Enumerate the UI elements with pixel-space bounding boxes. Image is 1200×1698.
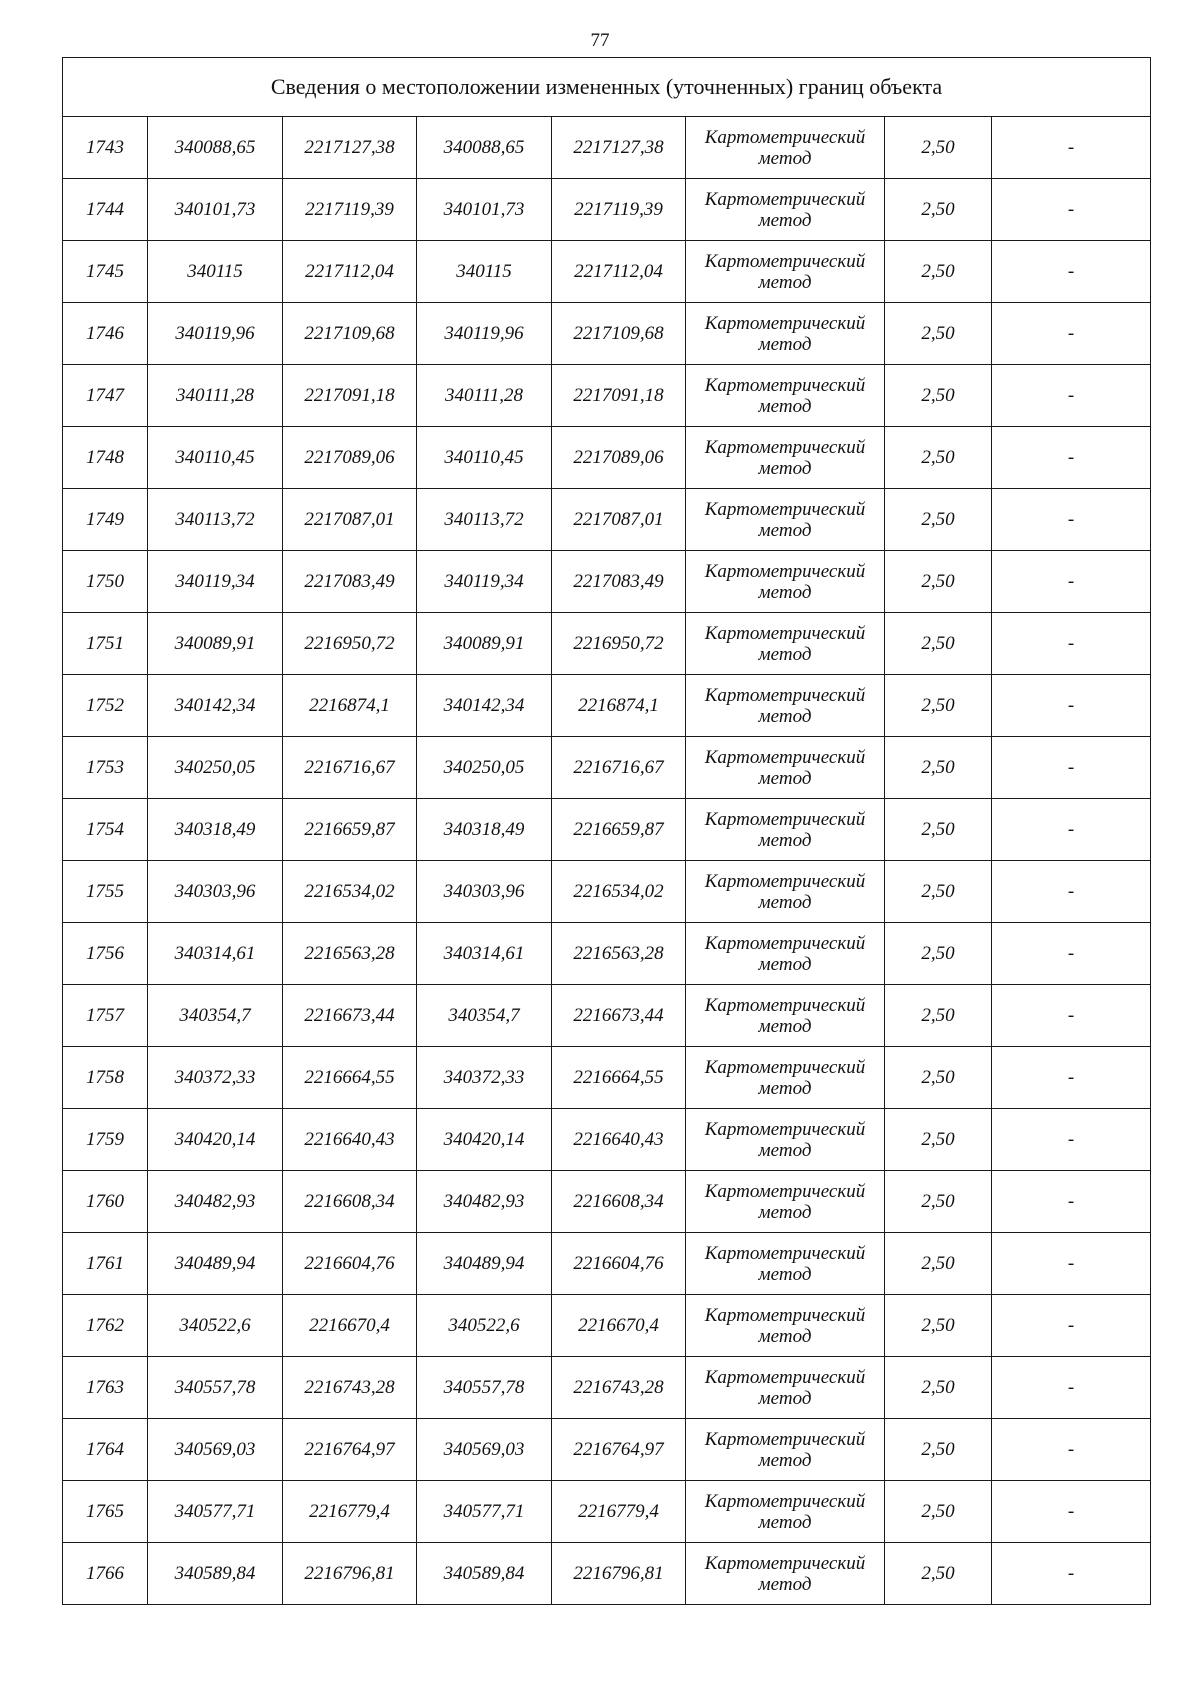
accuracy-cell: 2,50 [885, 1109, 992, 1171]
refined-y-cell: 2216743,28 [552, 1357, 686, 1419]
refined-x-cell: 340115 [417, 241, 552, 303]
accuracy-cell: 2,50 [885, 923, 992, 985]
method-line-1: Картометрический [704, 560, 866, 582]
refined-y-cell: 2216764,97 [552, 1419, 686, 1481]
existing-y-cell: 2217127,38 [283, 117, 417, 179]
method-cell [686, 489, 885, 551]
accuracy-cell: 2,50 [885, 1295, 992, 1357]
method-line-1: Картометрический [704, 498, 866, 520]
table-row [63, 489, 1151, 551]
method-cell [686, 1295, 885, 1357]
method-line-2: метод [758, 209, 812, 231]
method-line-2: метод [758, 643, 812, 665]
point-number-cell: 1747 [63, 365, 148, 427]
method-line-1: Картометрический [704, 436, 866, 458]
method-cell [686, 675, 885, 737]
table-row [63, 1419, 1151, 1481]
description-cell: - [992, 1233, 1151, 1295]
method-line-2: метод [758, 1511, 812, 1533]
accuracy-cell: 2,50 [885, 489, 992, 551]
table-row [63, 861, 1151, 923]
method-line-2: метод [758, 271, 812, 293]
method-line-1: Картометрический [704, 1242, 866, 1264]
refined-x-cell: 340589,84 [417, 1543, 552, 1605]
refined-y-cell: 2216604,76 [552, 1233, 686, 1295]
table-row [63, 1047, 1151, 1109]
description-cell: - [992, 1543, 1151, 1605]
refined-y-cell: 2216670,4 [552, 1295, 686, 1357]
description-cell: - [992, 1295, 1151, 1357]
method-cell [686, 1419, 885, 1481]
method-line-1: Картометрический [704, 1118, 866, 1140]
table-title: Сведения о местоположении измененных (уточненных) границ объекта [63, 58, 1151, 117]
point-number-cell: 1763 [63, 1357, 148, 1419]
method-line-1: Картометрический [704, 1490, 866, 1512]
refined-x-cell: 340303,96 [417, 861, 552, 923]
method-line-2: метод [758, 705, 812, 727]
method-cell [686, 799, 885, 861]
method-line-1: Картометрический [704, 994, 866, 1016]
method-line-2: метод [758, 1325, 812, 1347]
existing-y-cell: 2216664,55 [283, 1047, 417, 1109]
existing-x-cell: 340372,33 [148, 1047, 283, 1109]
description-cell: - [992, 1357, 1151, 1419]
refined-y-cell: 2216673,44 [552, 985, 686, 1047]
method-line-1: Картометрический [704, 746, 866, 768]
table-row [63, 737, 1151, 799]
table-row [63, 303, 1151, 365]
existing-y-cell: 2216779,4 [283, 1481, 417, 1543]
refined-x-cell: 340101,73 [417, 179, 552, 241]
point-number-cell: 1745 [63, 241, 148, 303]
method-cell [686, 613, 885, 675]
point-number-cell: 1754 [63, 799, 148, 861]
method-cell [686, 427, 885, 489]
method-line-1: Картометрический [704, 1428, 866, 1450]
accuracy-cell: 2,50 [885, 1047, 992, 1109]
method-cell [686, 985, 885, 1047]
existing-x-cell: 340115 [148, 241, 283, 303]
table-row [63, 1543, 1151, 1605]
point-number-cell: 1746 [63, 303, 148, 365]
existing-y-cell: 2217089,06 [283, 427, 417, 489]
table-row [63, 923, 1151, 985]
description-cell: - [992, 365, 1151, 427]
method-cell [686, 1481, 885, 1543]
refined-x-cell: 340577,71 [417, 1481, 552, 1543]
description-cell: - [992, 799, 1151, 861]
method-line-2: метод [758, 1449, 812, 1471]
description-cell: - [992, 179, 1151, 241]
method-line-1: Картометрический [704, 870, 866, 892]
existing-x-cell: 340089,91 [148, 613, 283, 675]
method-cell [686, 1357, 885, 1419]
table-row [63, 1233, 1151, 1295]
method-cell [686, 1233, 885, 1295]
method-line-2: метод [758, 1573, 812, 1595]
method-line-2: метод [758, 147, 812, 169]
refined-y-cell: 2217083,49 [552, 551, 686, 613]
description-cell: - [992, 117, 1151, 179]
refined-x-cell: 340113,72 [417, 489, 552, 551]
method-line-2: метод [758, 767, 812, 789]
existing-y-cell: 2217109,68 [283, 303, 417, 365]
accuracy-cell: 2,50 [885, 985, 992, 1047]
method-line-2: метод [758, 1139, 812, 1161]
point-number-cell: 1749 [63, 489, 148, 551]
refined-y-cell: 2216664,55 [552, 1047, 686, 1109]
method-cell [686, 551, 885, 613]
refined-y-cell: 2216640,43 [552, 1109, 686, 1171]
refined-x-cell: 340557,78 [417, 1357, 552, 1419]
existing-x-cell: 340113,72 [148, 489, 283, 551]
existing-y-cell: 2216604,76 [283, 1233, 417, 1295]
existing-x-cell: 340314,61 [148, 923, 283, 985]
method-line-1: Картометрический [704, 1552, 866, 1574]
table-row [63, 117, 1151, 179]
refined-y-cell: 2216796,81 [552, 1543, 686, 1605]
existing-x-cell: 340110,45 [148, 427, 283, 489]
method-line-1: Картометрический [704, 1056, 866, 1078]
method-cell [686, 303, 885, 365]
accuracy-cell: 2,50 [885, 1481, 992, 1543]
refined-x-cell: 340119,96 [417, 303, 552, 365]
existing-x-cell: 340420,14 [148, 1109, 283, 1171]
table-row [63, 613, 1151, 675]
existing-y-cell: 2216659,87 [283, 799, 417, 861]
method-line-1: Картометрический [704, 188, 866, 210]
method-line-2: метод [758, 1263, 812, 1285]
method-line-2: метод [758, 953, 812, 975]
description-cell: - [992, 241, 1151, 303]
refined-x-cell: 340354,7 [417, 985, 552, 1047]
refined-x-cell: 340142,34 [417, 675, 552, 737]
refined-x-cell: 340111,28 [417, 365, 552, 427]
accuracy-cell: 2,50 [885, 1357, 992, 1419]
accuracy-cell: 2,50 [885, 1233, 992, 1295]
existing-y-cell: 2217119,39 [283, 179, 417, 241]
refined-y-cell: 2217087,01 [552, 489, 686, 551]
description-cell: - [992, 303, 1151, 365]
refined-y-cell: 2216534,02 [552, 861, 686, 923]
refined-x-cell: 340420,14 [417, 1109, 552, 1171]
description-cell: - [992, 985, 1151, 1047]
refined-x-cell: 340110,45 [417, 427, 552, 489]
method-line-1: Картометрический [704, 684, 866, 706]
method-cell [686, 365, 885, 427]
refined-y-cell: 2217119,39 [552, 179, 686, 241]
existing-x-cell: 340111,28 [148, 365, 283, 427]
refined-x-cell: 340088,65 [417, 117, 552, 179]
existing-y-cell: 2216534,02 [283, 861, 417, 923]
method-cell [686, 737, 885, 799]
existing-y-cell: 2216764,97 [283, 1419, 417, 1481]
existing-y-cell: 2216673,44 [283, 985, 417, 1047]
method-line-1: Картометрический [704, 126, 866, 148]
description-cell: - [992, 551, 1151, 613]
refined-y-cell: 2217091,18 [552, 365, 686, 427]
accuracy-cell: 2,50 [885, 1419, 992, 1481]
existing-x-cell: 340119,96 [148, 303, 283, 365]
refined-y-cell: 2216563,28 [552, 923, 686, 985]
method-cell [686, 179, 885, 241]
description-cell: - [992, 1047, 1151, 1109]
accuracy-cell: 2,50 [885, 737, 992, 799]
accuracy-cell: 2,50 [885, 1171, 992, 1233]
method-line-1: Картометрический [704, 808, 866, 830]
method-cell [686, 117, 885, 179]
accuracy-cell: 2,50 [885, 117, 992, 179]
method-line-2: метод [758, 1077, 812, 1099]
accuracy-cell: 2,50 [885, 799, 992, 861]
refined-x-cell: 340489,94 [417, 1233, 552, 1295]
method-line-2: метод [758, 1387, 812, 1409]
existing-x-cell: 340354,7 [148, 985, 283, 1047]
refined-y-cell: 2216779,4 [552, 1481, 686, 1543]
point-number-cell: 1751 [63, 613, 148, 675]
point-number-cell: 1755 [63, 861, 148, 923]
refined-y-cell: 2216874,1 [552, 675, 686, 737]
method-line-2: метод [758, 519, 812, 541]
point-number-cell: 1758 [63, 1047, 148, 1109]
method-line-1: Картометрический [704, 622, 866, 644]
table-row [63, 1357, 1151, 1419]
table-row [63, 1171, 1151, 1233]
point-number-cell: 1759 [63, 1109, 148, 1171]
method-line-1: Картометрический [704, 1366, 866, 1388]
refined-x-cell: 340119,34 [417, 551, 552, 613]
table-row [63, 1295, 1151, 1357]
table-row [63, 179, 1151, 241]
refined-x-cell: 340482,93 [417, 1171, 552, 1233]
point-number-cell: 1764 [63, 1419, 148, 1481]
refined-x-cell: 340372,33 [417, 1047, 552, 1109]
refined-y-cell: 2216659,87 [552, 799, 686, 861]
description-cell: - [992, 1419, 1151, 1481]
method-line-2: метод [758, 1201, 812, 1223]
table-row [63, 985, 1151, 1047]
point-number-cell: 1765 [63, 1481, 148, 1543]
existing-y-cell: 2216950,72 [283, 613, 417, 675]
method-cell [686, 241, 885, 303]
description-cell: - [992, 861, 1151, 923]
table-title-row [63, 58, 1151, 117]
description-cell: - [992, 489, 1151, 551]
method-cell [686, 1109, 885, 1171]
method-line-2: метод [758, 891, 812, 913]
existing-y-cell: 2216563,28 [283, 923, 417, 985]
existing-y-cell: 2217112,04 [283, 241, 417, 303]
existing-x-cell: 340101,73 [148, 179, 283, 241]
existing-x-cell: 340577,71 [148, 1481, 283, 1543]
method-line-1: Картометрический [704, 312, 866, 334]
existing-x-cell: 340557,78 [148, 1357, 283, 1419]
point-number-cell: 1743 [63, 117, 148, 179]
accuracy-cell: 2,50 [885, 365, 992, 427]
point-number-cell: 1756 [63, 923, 148, 985]
existing-y-cell: 2217091,18 [283, 365, 417, 427]
existing-x-cell: 340489,94 [148, 1233, 283, 1295]
refined-x-cell: 340522,6 [417, 1295, 552, 1357]
existing-x-cell: 340589,84 [148, 1543, 283, 1605]
accuracy-cell: 2,50 [885, 675, 992, 737]
method-line-2: метод [758, 1015, 812, 1037]
description-cell: - [992, 1171, 1151, 1233]
existing-y-cell: 2216670,4 [283, 1295, 417, 1357]
method-line-1: Картометрический [704, 1180, 866, 1202]
description-cell: - [992, 675, 1151, 737]
point-number-cell: 1750 [63, 551, 148, 613]
existing-x-cell: 340569,03 [148, 1419, 283, 1481]
method-line-2: метод [758, 333, 812, 355]
description-cell: - [992, 1109, 1151, 1171]
point-number-cell: 1753 [63, 737, 148, 799]
method-line-2: метод [758, 395, 812, 417]
method-line-2: метод [758, 581, 812, 603]
refined-y-cell: 2217109,68 [552, 303, 686, 365]
table-row [63, 1481, 1151, 1543]
point-number-cell: 1744 [63, 179, 148, 241]
refined-y-cell: 2216608,34 [552, 1171, 686, 1233]
method-line-1: Картометрический [704, 1304, 866, 1326]
method-line-1: Картометрический [704, 374, 866, 396]
existing-y-cell: 2216874,1 [283, 675, 417, 737]
accuracy-cell: 2,50 [885, 241, 992, 303]
existing-y-cell: 2216796,81 [283, 1543, 417, 1605]
existing-x-cell: 340119,34 [148, 551, 283, 613]
existing-x-cell: 340482,93 [148, 1171, 283, 1233]
refined-x-cell: 340089,91 [417, 613, 552, 675]
existing-x-cell: 340318,49 [148, 799, 283, 861]
accuracy-cell: 2,50 [885, 427, 992, 489]
point-number-cell: 1766 [63, 1543, 148, 1605]
table-row [63, 675, 1151, 737]
method-cell [686, 861, 885, 923]
method-cell [686, 1047, 885, 1109]
accuracy-cell: 2,50 [885, 551, 992, 613]
existing-x-cell: 340303,96 [148, 861, 283, 923]
existing-y-cell: 2216716,67 [283, 737, 417, 799]
point-number-cell: 1757 [63, 985, 148, 1047]
existing-y-cell: 2216743,28 [283, 1357, 417, 1419]
existing-x-cell: 340142,34 [148, 675, 283, 737]
table-row [63, 241, 1151, 303]
existing-y-cell: 2217083,49 [283, 551, 417, 613]
accuracy-cell: 2,50 [885, 861, 992, 923]
method-line-1: Картометрический [704, 932, 866, 954]
method-cell [686, 1171, 885, 1233]
table-row [63, 799, 1151, 861]
description-cell: - [992, 613, 1151, 675]
accuracy-cell: 2,50 [885, 303, 992, 365]
boundary-coordinates-table [62, 57, 1151, 1605]
table-row [63, 365, 1151, 427]
description-cell: - [992, 923, 1151, 985]
refined-x-cell: 340569,03 [417, 1419, 552, 1481]
table-row [63, 427, 1151, 489]
method-cell [686, 1543, 885, 1605]
existing-x-cell: 340250,05 [148, 737, 283, 799]
refined-y-cell: 2217127,38 [552, 117, 686, 179]
existing-y-cell: 2216608,34 [283, 1171, 417, 1233]
table-row [63, 551, 1151, 613]
point-number-cell: 1762 [63, 1295, 148, 1357]
point-number-cell: 1761 [63, 1233, 148, 1295]
method-line-1: Картометрический [704, 250, 866, 272]
description-cell: - [992, 427, 1151, 489]
refined-x-cell: 340250,05 [417, 737, 552, 799]
description-cell: - [992, 1481, 1151, 1543]
point-number-cell: 1760 [63, 1171, 148, 1233]
refined-y-cell: 2216950,72 [552, 613, 686, 675]
existing-y-cell: 2217087,01 [283, 489, 417, 551]
page-number: 77 [590, 30, 610, 51]
refined-y-cell: 2217112,04 [552, 241, 686, 303]
point-number-cell: 1752 [63, 675, 148, 737]
refined-y-cell: 2217089,06 [552, 427, 686, 489]
refined-x-cell: 340318,49 [417, 799, 552, 861]
existing-x-cell: 340522,6 [148, 1295, 283, 1357]
accuracy-cell: 2,50 [885, 613, 992, 675]
accuracy-cell: 2,50 [885, 179, 992, 241]
existing-y-cell: 2216640,43 [283, 1109, 417, 1171]
point-number-cell: 1748 [63, 427, 148, 489]
method-cell [686, 923, 885, 985]
accuracy-cell: 2,50 [885, 1543, 992, 1605]
method-line-2: метод [758, 829, 812, 851]
refined-x-cell: 340314,61 [417, 923, 552, 985]
existing-x-cell: 340088,65 [148, 117, 283, 179]
method-line-2: метод [758, 457, 812, 479]
description-cell: - [992, 737, 1151, 799]
table-row [63, 1109, 1151, 1171]
refined-y-cell: 2216716,67 [552, 737, 686, 799]
